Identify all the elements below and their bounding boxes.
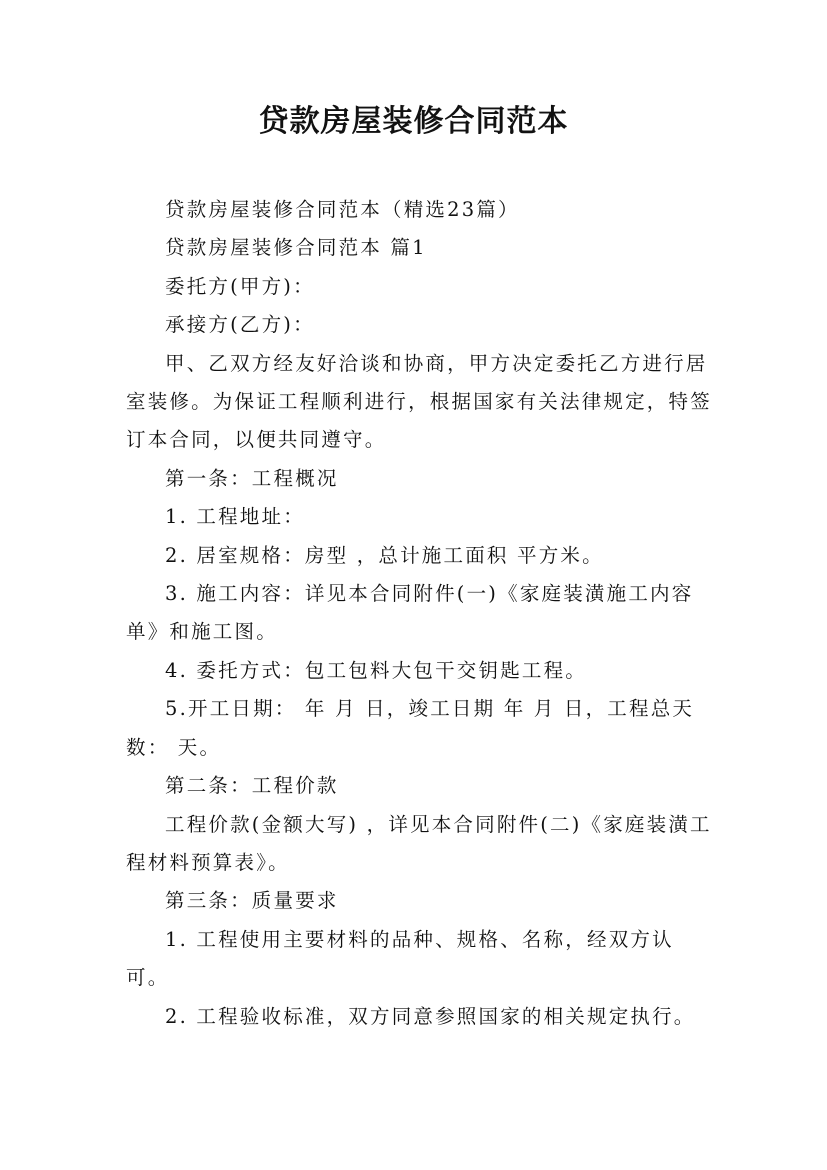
paragraph-party-b: 承接方(乙方)：: [165, 313, 315, 337]
paragraph-party-a: 委托方(甲方)：: [165, 274, 315, 298]
paragraph-subtitle: 贷款房屋装修合同范本（精选23篇）: [165, 198, 520, 221]
paragraph-intro: 甲、乙双方经友好洽谈和协商，甲方决定委托乙方进行居室装修。为保证工程顺利进行，根据国家有关法律规定，特签订本合同，以便共同遵守。: [126, 351, 712, 452]
paragraph-article-1: 第一条：工程概况: [165, 466, 339, 490]
paragraph-item-5: 5.开工日期： 年 月 日，竣工日期 年 月 日，工程总天数： 天。: [126, 697, 695, 759]
paragraph-item-1: 1. 工程地址：: [165, 505, 305, 529]
paragraph-price: 工程价款(金额大写) ，详见本合同附件(二)《家庭装潢工程材料预算表》。: [126, 812, 712, 874]
paragraph-item-4: 4. 委托方式：包工包料大包干交钥匙工程。: [165, 658, 588, 682]
paragraph-item-2: 2. 居室规格：房型 ，总计施工面积 平方米。: [165, 543, 604, 567]
paragraph-quality-1: 1. 工程使用主要材料的品种、规格、名称，经双方认可。: [126, 927, 674, 990]
paragraph-quality-2: 2. 工程验收标准，双方同意参照国家的相关规定执行。: [165, 1004, 696, 1028]
paragraph-article-3: 第三条：质量要求: [165, 889, 339, 913]
document-title: 贷款房屋装修合同范本: [258, 104, 569, 139]
paragraph-section-heading: 贷款房屋装修合同范本 篇1: [165, 236, 427, 260]
paragraph-article-2: 第二条：工程价款: [165, 774, 339, 798]
paragraph-item-3: 3. 施工内容：详见本合同附件(一)《家庭装潢施工内容单》和施工图。: [126, 582, 694, 644]
document-body: [126, 191, 716, 1036]
